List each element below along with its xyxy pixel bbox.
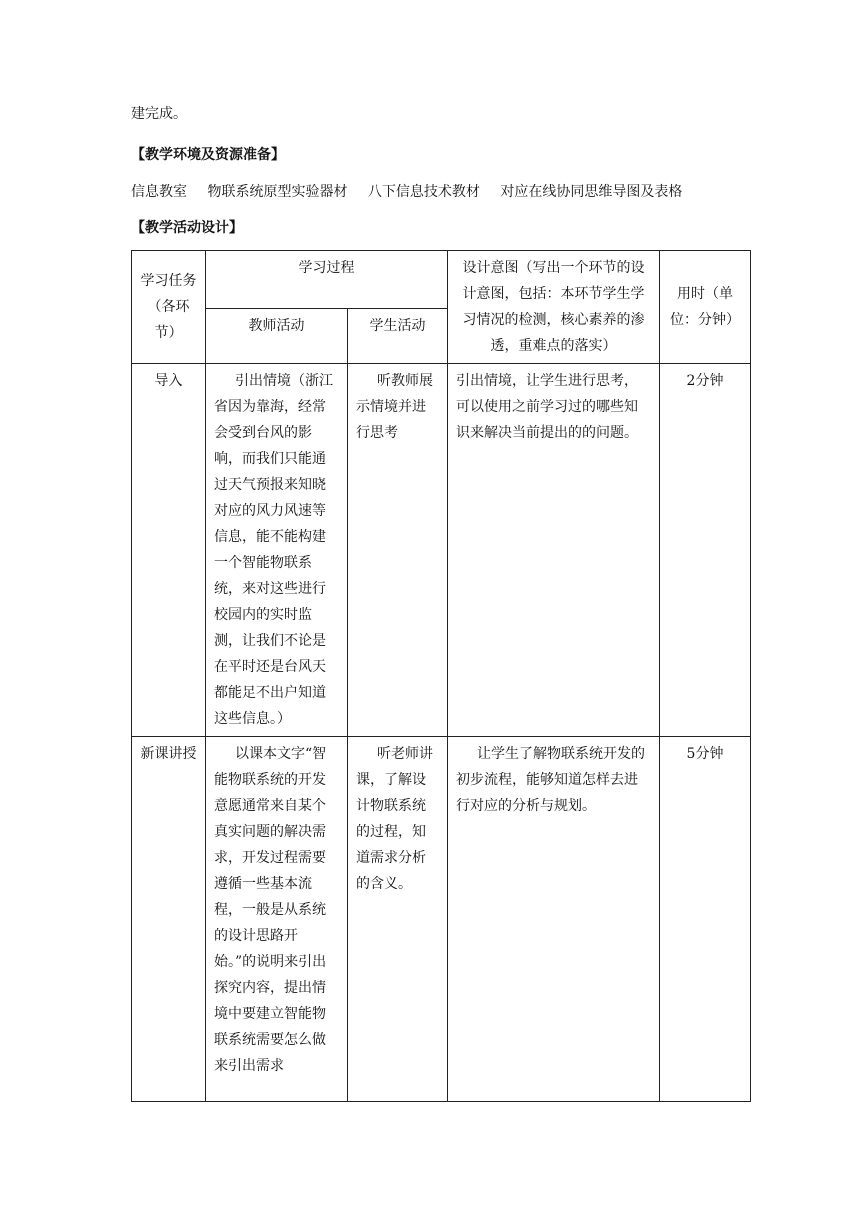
row-student-activity: 听老师讲课，了解设计物联系统的过程，知道需求分析的含义。 — [348, 737, 448, 1102]
table-row — [132, 364, 751, 737]
continuation-text: 建完成。 — [131, 106, 187, 122]
row-task: 导入 — [132, 364, 206, 737]
row-time: 2分钟 — [660, 364, 751, 737]
resource-item: 信息教室 — [131, 184, 187, 200]
resources-line — [131, 182, 698, 202]
header-process: 学习过程 — [206, 251, 448, 309]
resource-item: 物联系统原型实验器材 — [207, 184, 348, 200]
header-time: 用时（单位：分钟） — [660, 251, 751, 364]
resource-item: 对应在线协同思维导图及表格 — [500, 184, 683, 200]
header-student: 学生活动 — [348, 308, 448, 363]
row-teacher-activity: 以课本文字“智能物联系统的开发意愿通常来自某个真实问题的解决需求，开发过程需要遵循一些基本流程，一般是从系统的设计思路开始。”的说明来引出探究内容，提出情境中要建立智能物联系统需要怎么做来引出需求 — [206, 737, 348, 1102]
row-intent: 让学生了解物联系统开发的初步流程，能够知道怎样去进行对应的分析与规划。 — [448, 737, 660, 1102]
header-intent: 设计意图（写出一个环节的设计意图，包括：本环节学生学习情况的检测，核心素养的渗透，重难点的落实） — [448, 251, 660, 364]
activity-table — [131, 250, 751, 1102]
table-row — [132, 737, 751, 1102]
row-student-activity: 听教师展示情境并进行思考 — [348, 364, 448, 737]
row-time: 5分钟 — [660, 737, 751, 1102]
row-task: 新课讲授 — [132, 737, 206, 1102]
section-title-environment: 【教学环境及资源准备】 — [131, 147, 285, 163]
resource-item: 八下信息技术教材 — [367, 184, 480, 200]
header-task: 学习任务（各环节） — [132, 251, 206, 364]
row-intent: 引出情境，让学生进行思考，可以使用之前学习过的哪些知识来解决当前提出的的问题。 — [448, 364, 660, 737]
row-teacher-activity: 引出情境（浙江省因为靠海，经常会受到台风的影响，而我们只能通过天气预报来知晓对应的风力风速等信息，能不能构建一个智能物联系统，来对这些进行校园内的实时监测，让我们不论是在平时还是台风天都能足不出户知道这些信息。） — [206, 364, 348, 737]
section-title-activity: 【教学活动设计】 — [131, 220, 243, 236]
header-teacher: 教师活动 — [206, 308, 348, 363]
